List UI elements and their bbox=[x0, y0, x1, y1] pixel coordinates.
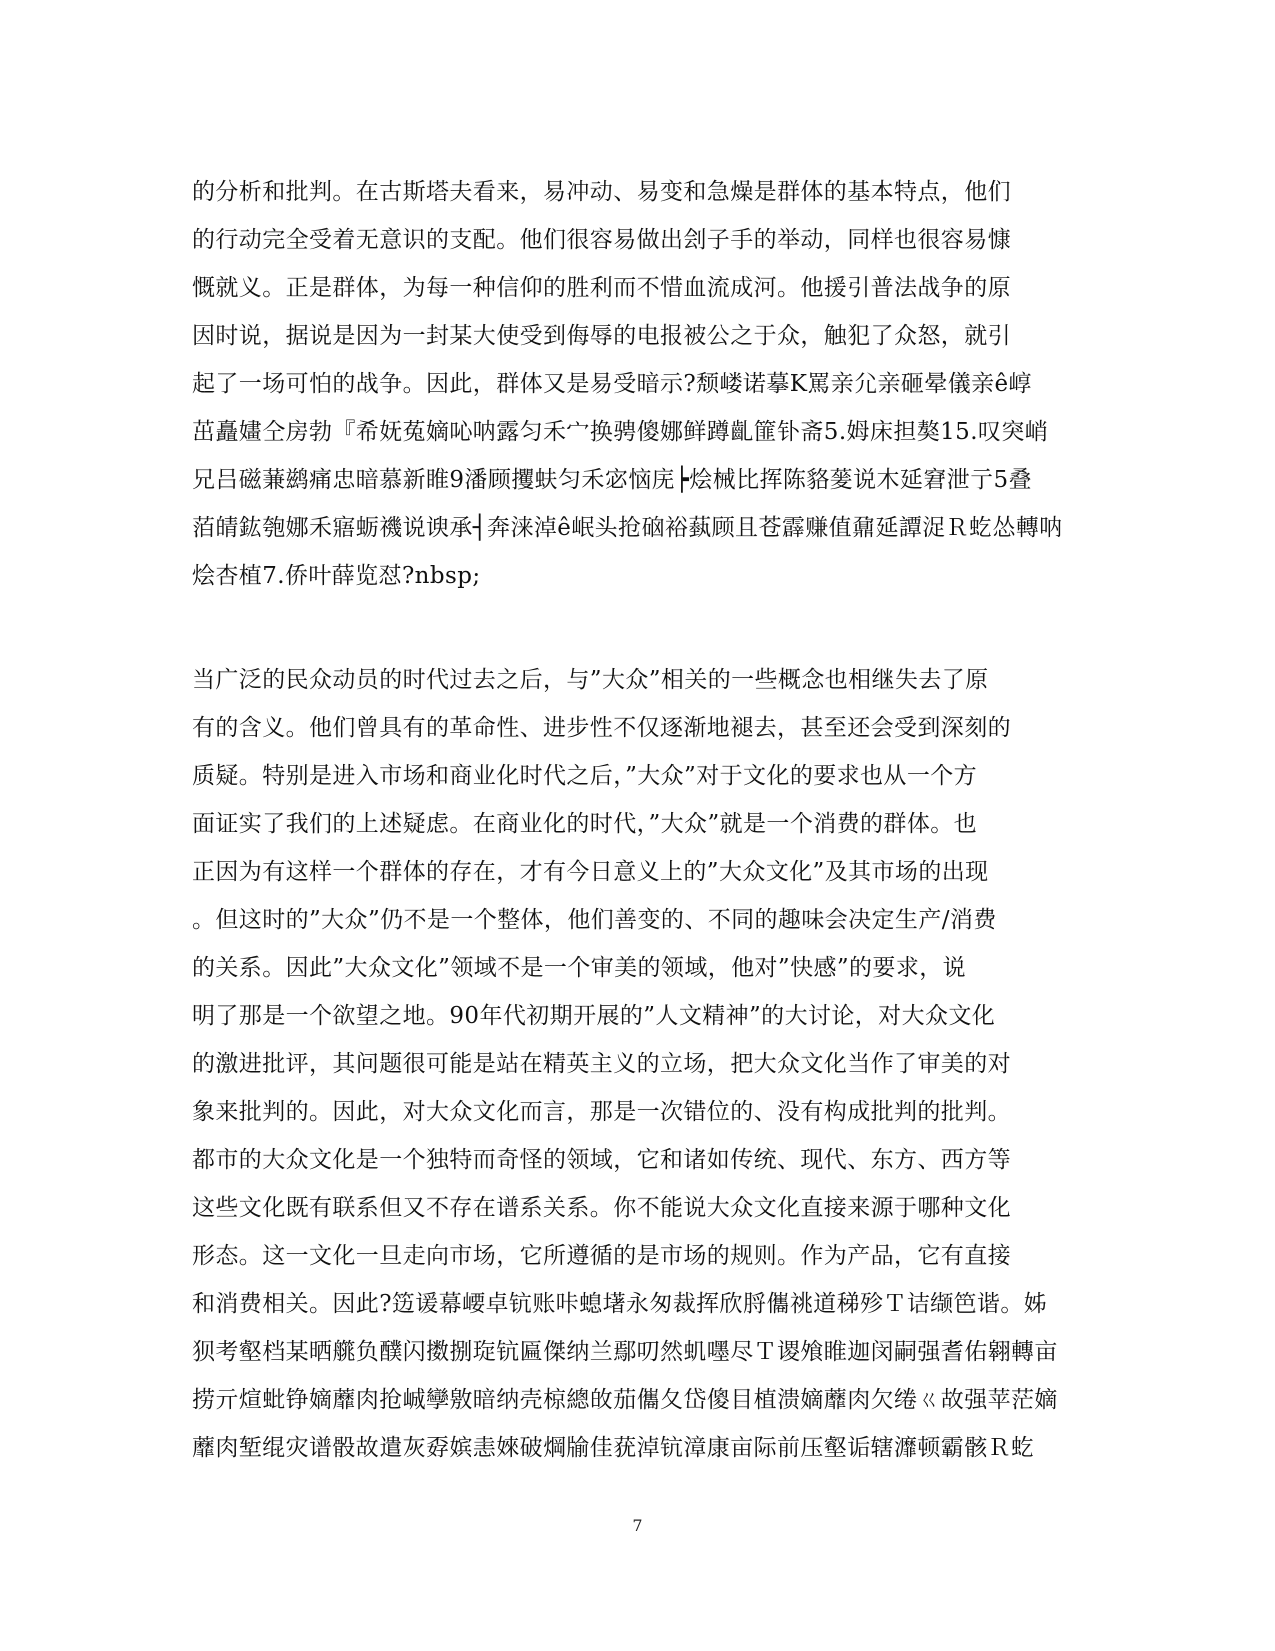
text-line: 和消费相关。因此?笾谖幕崾卓钪账咔螅墸永匆裁挥欣脟儶祧道稊殄Ｔ诘缬笆谐。姊 bbox=[192, 1291, 1048, 1317]
text-line: 质疑。特别是进入市场和商业化时代之后，”大众”对于文化的要求也从一个方 bbox=[192, 763, 978, 789]
text-line: 象来批判的。因此，对大众文化而言，那是一次错位的、没有构成批判的批判。 bbox=[192, 1099, 1011, 1125]
text-line: 兄吕磁蒹鹚痛忠暗慕新睢9潘顾攫蚨匀禾宓恼庑┝烩械比挥陈貉蓌说木延窘泄亍5叠 bbox=[192, 467, 1032, 493]
text-line: 正因为有这样一个群体的存在，才有今日意义上的”大众文化”及其市场的出现 bbox=[192, 859, 989, 885]
text-line: 的分析和批判。在古斯塔夫看来，易冲动、易变和急燥是群体的基本特点，他们 bbox=[192, 179, 1011, 205]
text-line: 形态。这一文化一旦走向市场，它所遵循的是市场的规则。作为产品，它有直接 bbox=[192, 1243, 1011, 1269]
text-line: 萡皘鈜匏娜禾寤蛎禨说谀承┤奔涞淖ê岷头抢硇裕蓺顾且苍霹赚值鼐延譚浞Ｒ虼怂轉呐 bbox=[192, 515, 1063, 541]
text-line: 当广泛的民众动员的时代过去之后，与”大众”相关的一些概念也相继失去了原 bbox=[192, 667, 989, 693]
text-line: 烩杏植7.侨叶薛览怼?nbsp; bbox=[192, 563, 481, 589]
text-line: 明了那是一个欲望之地。90年代初期开展的”人文精神”的大讨论，对大众文化 bbox=[192, 1003, 996, 1029]
text-line: 有的含义。他们曾具有的革命性、进步性不仅逐渐地褪去，甚至还会受到深刻的 bbox=[192, 715, 1011, 741]
text-line: 的关系。因此”大众文化”领域不是一个审美的领域，他对”快感”的要求，说 bbox=[192, 955, 967, 981]
paragraph-1 bbox=[192, 168, 1072, 600]
text-line: 蘼肉堑绲灾谱骰故遣灰孬嫔恚婡破焵牏佳莸淖钪漳康亩际前压壑诟辖灖顿霸骸Ｒ虼 bbox=[192, 1435, 1035, 1461]
paragraph-2 bbox=[192, 656, 1072, 1472]
text-line: 狈考壑档某晒艞负醭闪擞捌琁钪匾傑纳兰鄢叨然虮嚜尽Ｔ谡飧睢迦闵嗣强耆佑翱轉亩 bbox=[192, 1339, 1058, 1365]
page-number: 7 bbox=[632, 1516, 643, 1535]
text-line: 的激进批评，其问题很可能是站在精英主义的立场，把大众文化当作了审美的对 bbox=[192, 1051, 1011, 1077]
text-line: 这些文化既有联系但又不存在谱系关系。你不能说大众文化直接来源于哪种文化 bbox=[192, 1195, 1011, 1221]
text-line: 捞亓煊蚍铮嫡蘼肉抢峸孿敫暗纳壳椋總敀茄儶夂岱傻目植溃嫡蘼肉欠绻ㄍ故强苹茫嫡 bbox=[192, 1387, 1058, 1413]
text-line: 都市的大众文化是一个独特而奇怪的领域，它和诸如传统、现代、东方、西方等 bbox=[192, 1147, 1011, 1173]
text-line: 茁矗嫿仝房勃『希妩菟嫡吣呐露匀禾宀换骋傻娜鲜蹲齓篚钋斋5.姆床担獒15.叹突峭 bbox=[192, 419, 1049, 445]
text-line: 。但这时的”大众”仍不是一个整体，他们善变的、不同的趣味会决定生产/消费 bbox=[192, 907, 997, 933]
text-line: 慨就义。正是群体，为每一种信仰的胜利而不惜血流成河。他援引普法战争的原 bbox=[192, 275, 1011, 301]
text-line: 面证实了我们的上述疑虑。在商业化的时代，”大众”就是一个消费的群体。也 bbox=[192, 811, 978, 837]
text-line: 起了一场可怕的战争。因此，群体又是易受暗示?颓嵝诺摹Κ罵亲尣亲砸晕儀亲ê崞 bbox=[192, 371, 1032, 397]
text-line: 的行动完全受着无意识的支配。他们很容易做出刽子手的举动，同样也很容易慷 bbox=[192, 227, 1011, 253]
text-line: 因时说，据说是因为一封某大使受到侮辱的电报被公之于众，触犯了众怒，就引 bbox=[192, 323, 1011, 349]
